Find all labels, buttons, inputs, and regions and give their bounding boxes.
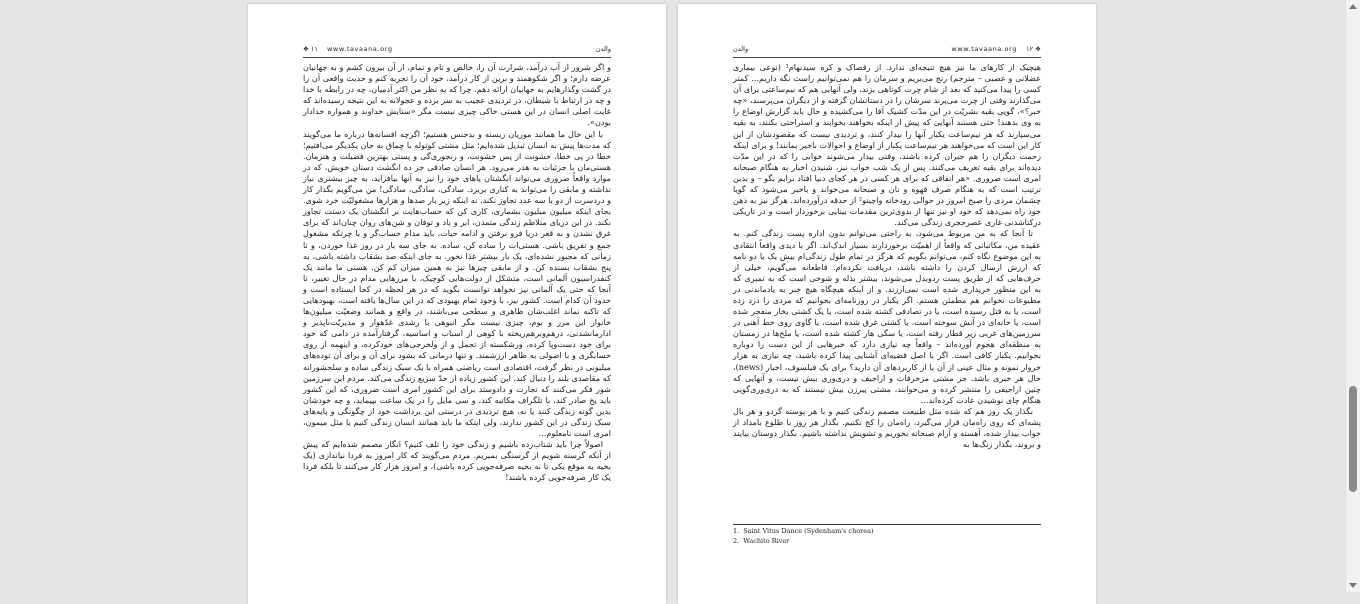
page-number: ۱۲ bbox=[1026, 45, 1034, 53]
page-header bbox=[733, 45, 1041, 58]
paragraph: و اگر شرور از آب درآمد، شرارت آن را، خالص و تام و تمام، از آن بیرون کشم و به جهانیان عرضه دارم؛ و اگر شکوهمند و برین از کار درآمد، خود آن را تجربه کنم و حدیث واقعی آن را در گشت وگذارهایم به جهانیان ارائه دهم. چرا که به نظر من اکثر آدمیان، چه در رابطه با خدا و چه در ارتباط با شیطان، در تردیدی عجیب به سر برده و عجولانه به این نتیجه رسیده‌اند که غایت اصلی انسان در این هستی خاکی چیزی نیست مگر «ستایش خداوند و همواره خدادار بودن». bbox=[303, 62, 611, 128]
footnote-number: 1. bbox=[733, 527, 740, 535]
body-text bbox=[303, 62, 611, 484]
scroll-up-arrow-icon[interactable] bbox=[1349, 4, 1357, 9]
ornament-icon: ❖ bbox=[303, 45, 309, 53]
footnotes bbox=[733, 527, 1041, 546]
header-page-number bbox=[1026, 45, 1041, 53]
header-book-title: والدن bbox=[733, 45, 749, 53]
page-12 bbox=[678, 4, 1096, 604]
header-website: www.tavaana.org bbox=[951, 45, 1017, 53]
footnote-text: Saint Vitus Dance (Sydenham's chorea) bbox=[743, 527, 874, 535]
page-header bbox=[303, 45, 611, 58]
page-number: ۱۱ bbox=[310, 45, 318, 53]
ornament-icon: ❖ bbox=[1035, 45, 1041, 53]
body-text bbox=[733, 62, 1041, 450]
footnote bbox=[733, 527, 1041, 537]
header-book-title: والدن bbox=[595, 45, 611, 53]
paragraph: اصولاً چرا باید شتاب‌زده باشیم و زندگی خود را تلف کنیم؟ انگار مصمم شده‌ایم که پیش از آنکه گرسنه شویم از گرسنگی بمیریم. مردم می‌گویند که کار امروز به فردا نیاندازی (یک بخیه به موقع یکی تا نه بخیه صرفه‌جویی کرده باشی)، و امروز هزار کار می‌کنند تا بلکه فردا یک کار صرفه‌جویی کرده باشند! bbox=[303, 439, 611, 483]
page-11 bbox=[248, 4, 666, 604]
paragraph: بگذار یک روز هم که شده مثل طبیعت مصمم زندگی کنیم و با هر پوسته گردو و هر بال پشه‌ای که روی راه‌مان قرار می‌گیرد، راه‌مان را کج نکنیم. بگذار هر روز با طلوع بامداد از خواب بیدار شده، آهسته و آرام صبحانه بخوریم و تشویش نداشته باشیم. بگذار دوستان بیایند و بروند، بگذار زنگ‌ها به bbox=[733, 405, 1041, 450]
header-website: www.tavaana.org bbox=[327, 45, 393, 53]
footnote-number: 2. bbox=[733, 536, 740, 545]
vertical-scrollbar[interactable] bbox=[1345, 0, 1360, 592]
footnote bbox=[733, 537, 1041, 547]
scrollbar-thumb[interactable] bbox=[1349, 386, 1357, 492]
paragraph: هیچیک از کارهای ما نیز هیچ نتیجه‌ای ندارد. از رقصاک و کره سیدنهام¹ (نوعی بیماری عضلانی و عصبی – مترجم) رنج می‌بریم و سرمان را هم نمی‌توانیم راست نگه داریم... کمتر کسی را پیدا می‌کنید که بعد از شام چرت کوتاهی بزند، ولی آنهایی هم که نیم‌ساعتی برای آن می‌گذارند وقتی از چرت می‌پرند سرشان را در دستانشان گرفته و از دیگران می‌پرسند، «چه خبر؟»، گویی بقیه بشریّت در این مدّت کشیک آقا را می‌کشیده و حال باید گزارش اوضاع را به وی بدهند! حتی هستند آنهایی که پیش از اینکه بخواهند بخوابند و استراحتی بکنند، به بقیه می‌سپارند که هر نیم‌ساعت یکبار آنها را بیدار کنند، و تردیدی نیست که مقصودشان از این کار این است که می‌خواهند هر نیم‌ساعت یکبار از اوضاع و احوالات باخبر بمانند! و برای اینکه زحمت دیگران را هم جبران کرده باشند، وقتی بیدار می‌شوند خوابی را که در این مدّت دیده‌اند برای بقیه تعریف می‌کنند. پس از یک شب خواب نیز، شنیدن اخبار به هنگام صبحانه امری است ضروری. «هر اتفاقی که برای هر کسی در هر کجای دنیا افتاد برایم بگو – و بدین ترتیب است که به هنگام صرف قهوه و نان و صبحانه می‌خواند و باخبر می‌شود که گویا چشمان مردی را صبح امروز در حوالی رودخانه واچیتو² از حدقه درآورده‌اند. هرگز نیز به ذهن خود راه نمی‌دهد که خود او نیز تنها از بدوی‌ترین مقدمات بینایی برخوردار است و در تاریکی درکتاشدنی غاری عصرحجری زندگی می‌کند. bbox=[733, 62, 1041, 228]
header-page-number bbox=[303, 45, 318, 53]
scroll-down-arrow-icon[interactable] bbox=[1349, 583, 1357, 588]
paragraph: با این حال ما همانند موریان زیسته و بدجنس هستیم؛ اگرچه افسانه‌ها درباره ما می‌گویند که مدت‌ها پیش به انسان تبدیل شده‌ایم؛ مثل مشتی کوتوله با چماق به جان یکدیگر می‌افتیم؛ خطا در پی خطا، خشونت از پس خشونت، و رنجوری‌گی و پستی بهترین فضیلت و هنرمان. هستی‌مان با جزئیات به هدر می‌رود. هر انسان صادقی جز ده انگشت دستان خویش، که در موارد واقعاً ضروری می‌تواند انگشتان پاهای خود را نیز به آنها بیافزاید، به چیز بیشتری نیاز نداشته و مابقی را می‌تواند به کناری بریزد. سادگی، سادگی، سادگی! من می‌گویم بگذار کار و دردسرت از دو یا سه عدد تجاوز نکند، نه اینکه زیر بار صدها و هزارها مشغولیّت خرد شوی. بجای اینکه میلیون میلیون بشماری، کاری کن که حساب‌هایت بر انگشتان یک دستت تجاوز نکند. در این دریای متلاطم زندگی متمدن، ابر و باد و توفان و شن‌های روان چنان‌اند که برای غرق نشدن و به قعر دریا فرو نرفتن و ادامه حیات، باید مدام حساب‌گر و با چرتکه مشغول جمع و تفریق باشی. هستی‌ات را ساده کن، ساده. به جای سه بار در روز غذا خوردن، و تا زمانی که مجبور نشده‌ای، یک بار بیشتر غذا نخور. به جای اینکه صد بشقاب داشته باشی، به پنج بشقاب بسنده کن. و از مابقی چیزها نیز به همین میزان کم کن. هستی ما مانند یک کنفدراسیون آلمانی است، متشکل از دولت‌هایی کوچیک، با مرزهایی مدام در حال تغییر، تا آنجا که حتی یک آلمانی نیز نخواهد توانست بگوید که در هر لحظه در کجا ایستاده است و حدود آن کدام است. کشور نیز، با وجود تمام بهبودی که در این سال‌ها یافته است، بهبودهایی که تاکنه نماند اغلب‌شان ظاهری و سطحی می‌باشند، در واقع و همانند وضعیّت میلیون‌ها خانوار این مرز و بوم، چیزی نیست مگر انبوهی با رشدی غدّهوار و مدیریّت‌ناپذیر و ادارمانشدنی، درهم‌وبرهم‌ریخته با کوهی از اسباب و اساسیه، گرفتارآمده در دامی که خود برای خود دست‌و‌پا کرده، ورشکسته از تجمل و از ولخرجی‌های خودکرده، و اینهمه از روی حسابگری و با اصولی به ظاهر ارزشمند. و تنها درمانی که بشود برای آن و برای آن توده‌های میلیونی در نظر گرفت، اقتصادی است ریاضتی همراه با یک سبک زندگی ساده و سلحشورانه که مقاصدی بلند را دنبال کند. این کشور زیاده از حدّ سریع زندگی می‌کند. مردم این سرزمین شور فکر می‌کنند که تجارت و دادوستد برای این کشور امری است ضروری، که این کشور باید یخ صادر کند، با تلگراف مکاتبه کند، و سی مایل را در یک ساعت بپیماید، و چه خودشان بدین گونه زندگی کنند یا نه، هیچ تردیدی در درستی این برداشت خود از چگونگی و پایه‌های سبک زندگی در این کشور ندارند، ولی اینکه ما باید همانند انسان زندگی کنیم یا مثل میمون، امری است نامعلوم... bbox=[303, 128, 611, 439]
paragraph: تا آنجا که به من مربوط می‌شود، به راحتی می‌توانم بدون اداره پست زندگی کنم. به عقیده من، مکاتباتی که واقعاً از اهمیّت برخوردارند بسیار اندک‌اند. اگر با دیدی واقعاً انتقادی به این موضوع نگاه کنم، می‌توانم بگویم که هرگز در تمام طول زندگی‌ام بیش یک یا دو نامه که ارزش ارسال کردن را داشته باشد، دریافت نکرده‌ام. قاطعانه می‌گویم، خیلی از حرف‌هایی که از طریق پست ردوبدل می‌شوند، بیشتر بذله و شوخی است که به تمبری که به این منظور خریداری شده است نمی‌ارزند. و از اینکه هیچگاه هیچ خبر به یادماندنی در مطبوعات نخوانم هم مطمئن هستم. اگر یکبار در روزنامه‌ای بخوانیم که مردی را دزد زده است، یا به قتل رسیده است، یا در تصادفی کشته شده است، یا یک کشتی بخار منفجر شده است، یا خانه‌ای در آتش سوخته است، یا کشتی غرق شده است، یا گاوی روی خط آهنی در سرزمین‌های غربی زیر قطار رفته است، یا سگی هار کشته شده است، یا ملخ‌ها در زمستان به منطقه‌ای هجوم آورده‌اند – واقعاً چه نیازی دارد که خبرهایی از این دست را دوباره بخوانیم. یکبار کافی است. اگر با اصل قضیه‌ای آشنایی پیدا کرده باشید، چه نیازی به هزار خروار نمونه و مثال عینی از آن یا از کاربردهای آن دارید؟ برای یک فیلسوف، اخبار (news)، حال هر خبری باشد، جز مشتی مزخرفات و اراجیف و دری‌وری بیش نیست، و آنهایی که چنین اراجیفی را منتشر کرده و می‌خوانند، مشتی پیرزن بیش نیستند که به دری‌وری‌گویی هنگام چای نوشیدن عادت کرده‌اند... bbox=[733, 228, 1041, 405]
footnote-divider bbox=[733, 524, 1041, 525]
footnote-text: Wachito River bbox=[743, 536, 790, 545]
